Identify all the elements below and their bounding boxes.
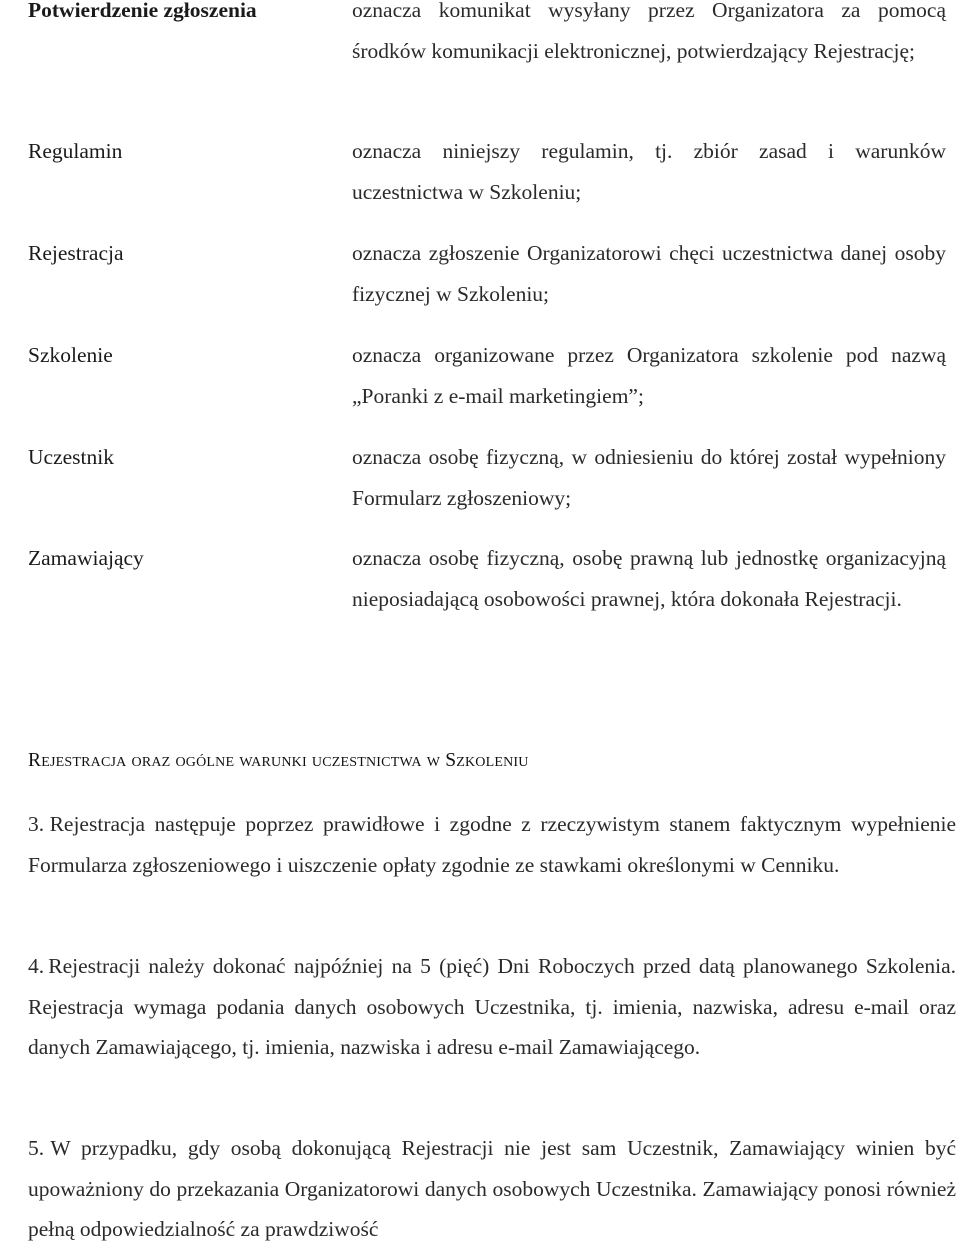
- clause-paragraph: [28, 804, 956, 885]
- definition-description: oznacza niniejszy regulamin, tj. zbiór zasad i warunków uczestnictwa w Szkoleniu;: [352, 139, 946, 204]
- clause-number: 4.: [28, 954, 45, 978]
- clause-number: 5.: [28, 1136, 45, 1160]
- definition-term: Regulamin: [28, 139, 123, 163]
- clause-text: Rejestracja następuje poprzez prawidłowe i zgodne z rzeczywistym stanem faktycznym wypełnienie Formularza zgłoszeniowego i uiszczenie opłaty zgodnie ze stawkami określonymi w Cenniku.: [28, 812, 956, 877]
- definition-term: Zamawiający: [28, 546, 144, 570]
- definition-description: oznacza zgłoszenie Organizatorowi chęci uczestnictwa danej osoby fizycznej w Szkoleniu;: [352, 241, 946, 306]
- clause-paragraph: [28, 1128, 956, 1250]
- definition-term: Uczestnik: [28, 445, 114, 469]
- definition-term: Potwierdzenie zgłoszenia: [28, 0, 257, 22]
- clause-text: Rejestracji należy dokonać najpóźniej na 5 (pięć) Dni Roboczych przed datą planowanego Szkolenia. Rejestracja wymaga podania danych osobowych Uczestnika, tj. imienia, nazwiska, adresu e-mail oraz danych Zamawiającego, tj. imienia, nazwiska i adresu e-mail Zamawiającego.: [28, 954, 957, 1059]
- definition-description: oznacza osobę fizyczną, osobę prawną lub jednostkę organizacyjną nieposiadającą osobowości prawnej, która dokonała Rejestracji.: [352, 546, 946, 611]
- definition-description: oznacza komunikat wysyłany przez Organizatora za pomocą środków komunikacji elektronicznej, potwierdzający Rejestrację;: [352, 0, 946, 63]
- definition-description: oznacza organizowane przez Organizatora szkolenie pod nazwą „Poranki z e-mail marketingiem”;: [352, 343, 946, 408]
- clause-text: W przypadku, gdy osobą dokonującą Rejestracji nie jest sam Uczestnik, Zamawiający winien być upoważniony do przekazania Organizatorowi danych osobowych Uczestnika. Zamawiający ponosi również pełną odpowiedzialność za prawdziwość: [28, 1136, 956, 1241]
- clause-paragraph: [28, 946, 956, 1068]
- clause-number: 3.: [28, 812, 45, 836]
- definition-term: Szkolenie: [28, 343, 113, 367]
- definition-description: oznacza osobę fizyczną, w odniesieniu do której został wypełniony Formularz zgłoszeniowy;: [352, 445, 946, 510]
- section-heading: Rejestracja oraz ogólne warunki uczestnictwa w Szkoleniu: [28, 750, 529, 771]
- definition-term: Rejestracja: [28, 241, 124, 265]
